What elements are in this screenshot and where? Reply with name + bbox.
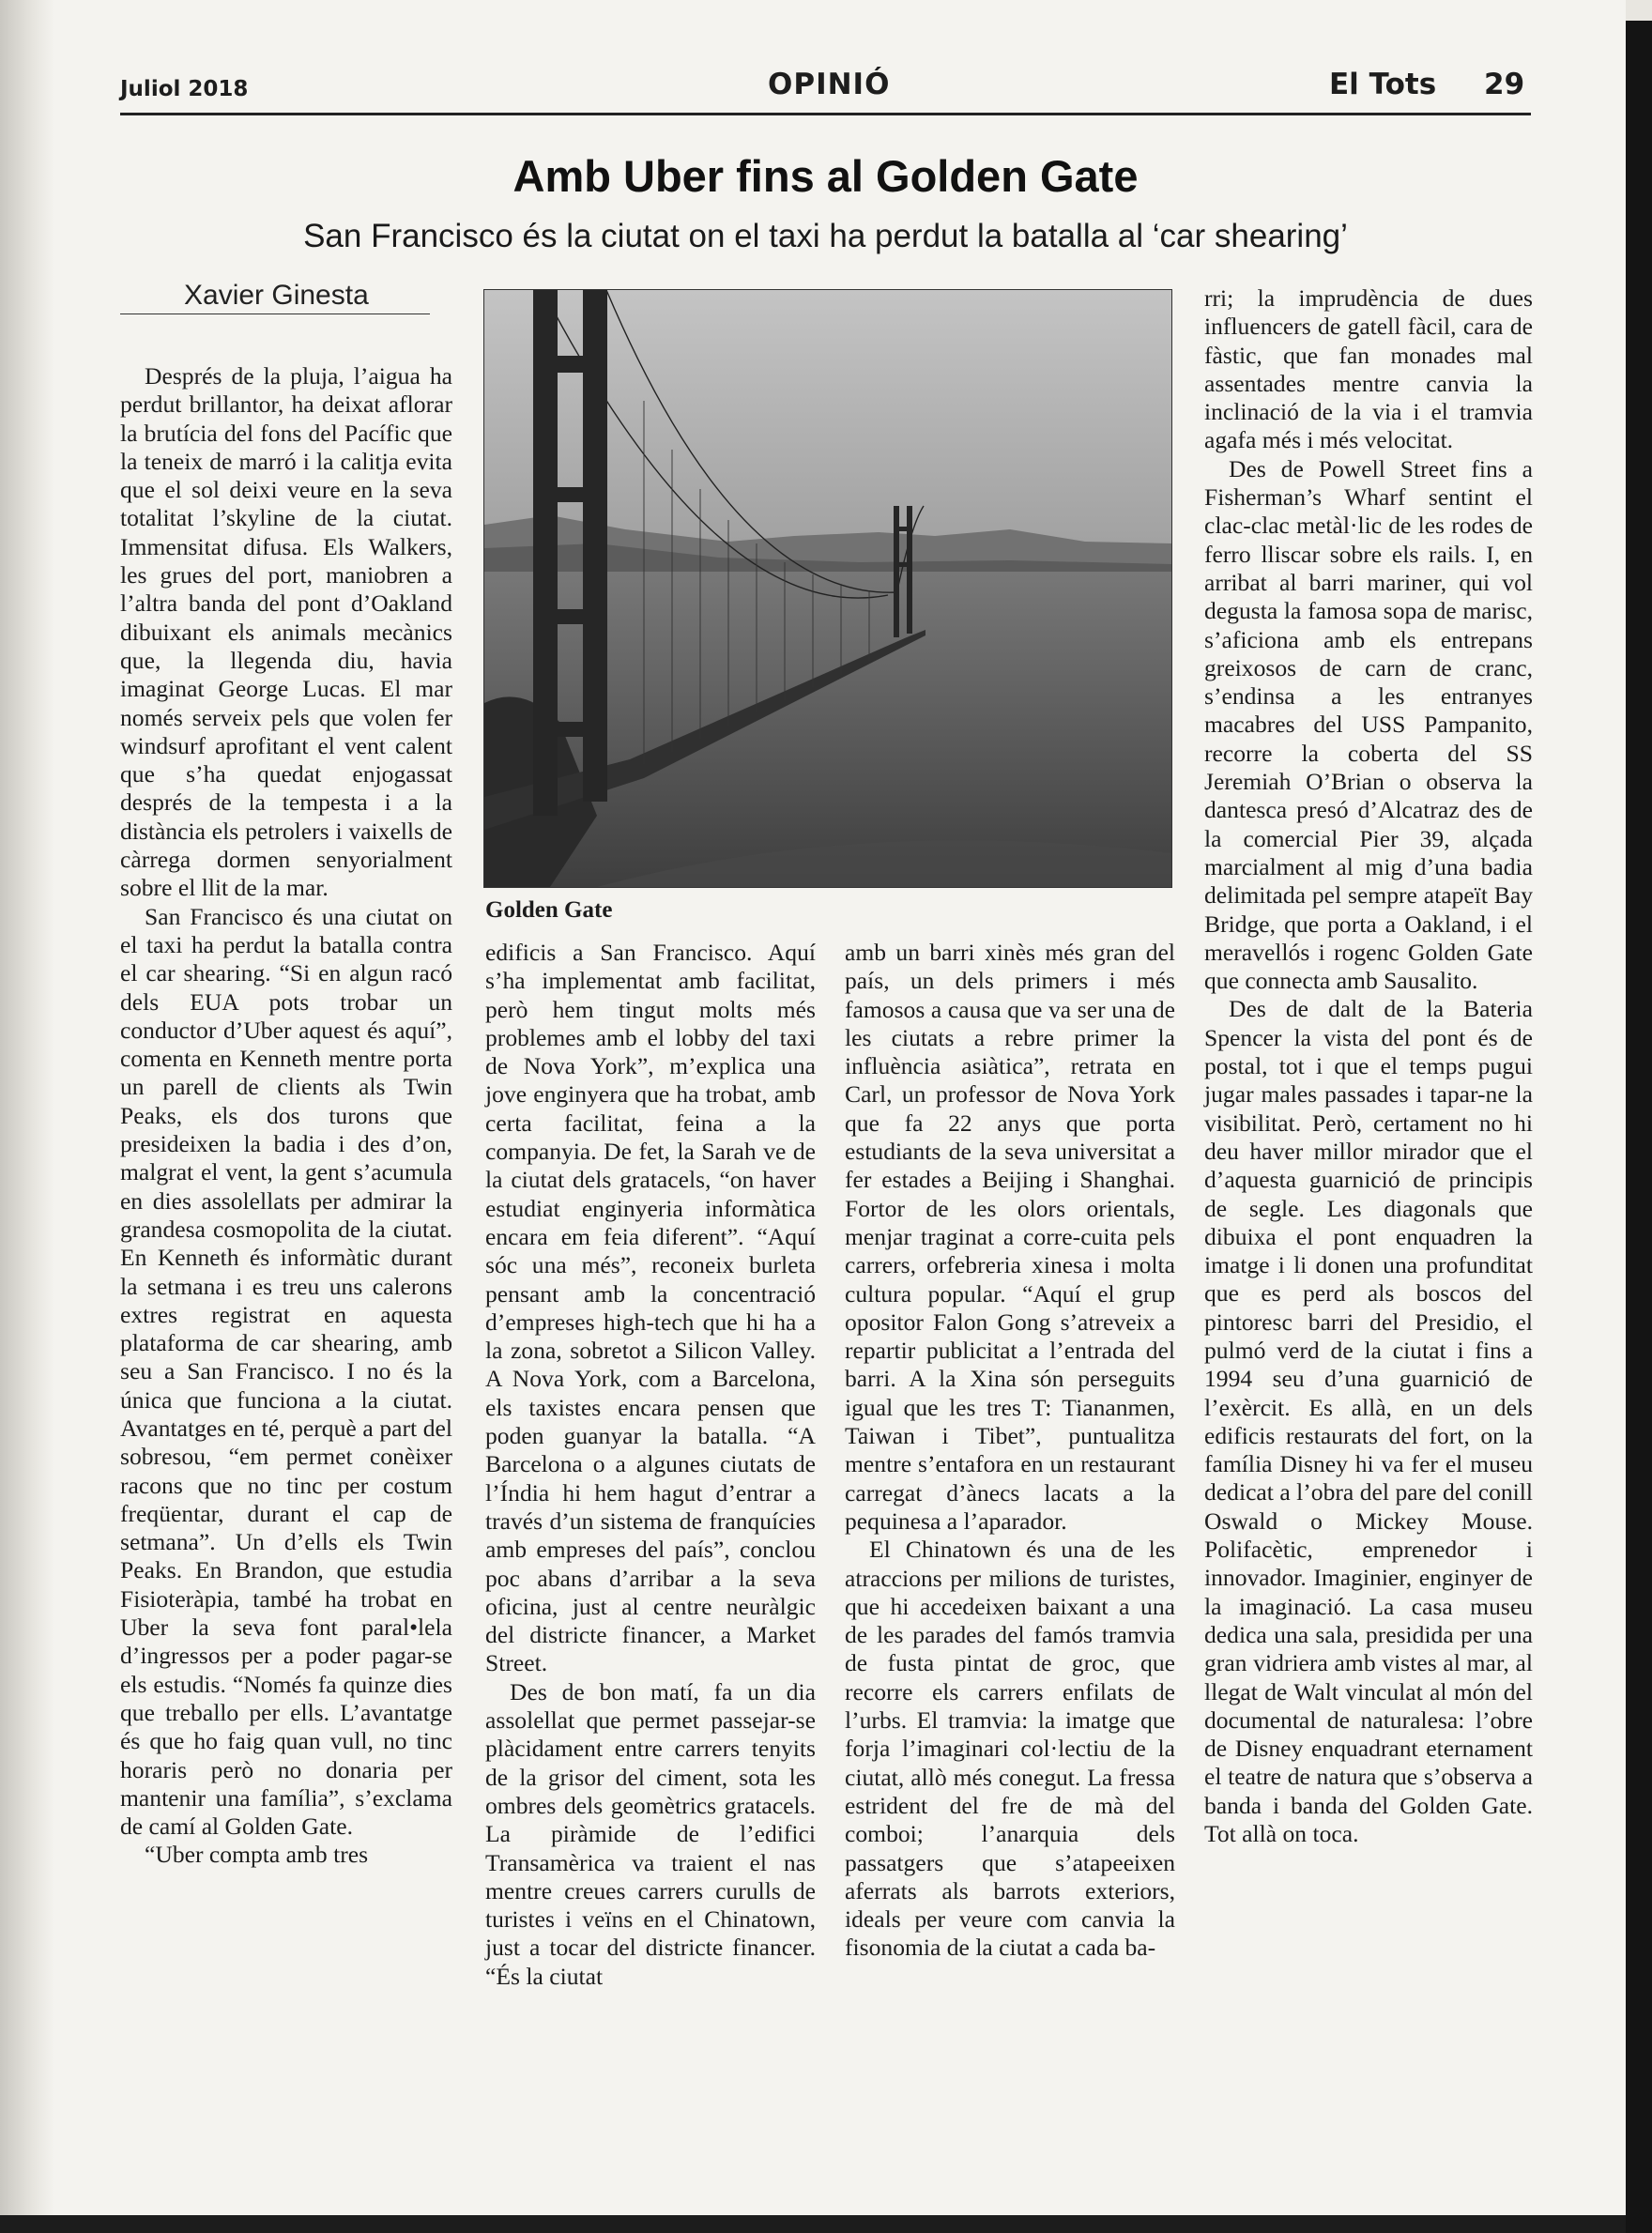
publication-name: El Tots: [1329, 68, 1437, 101]
page-number: 29: [1484, 68, 1525, 101]
paragraph: amb un barri xinès més gran del país, un dels primers i més famosos a causa que va ser una de les ciutats a rebre primer la influència asiàtica”, retrata en Carl, un professor de Nova York que fa 22 anys que porta estudiants de la seva universitat a fer estades a Beijing i Shanghai. Fortor de les olors orientals, menjar traginat a corre-cuita pels carrers, orfebreria xinesa i molta cultura popular. “Aquí el grup opositor Falon Gong s’atreveix a repartir publicitat a l’entrada del barri. A la Xina són perseguits igual que les tres T: Tiananmen, Taiwan i Tibet”, puntualitza mentre s’entafora en un restaurant carregat d’ànecs lacats a la pequinesa a l’aparador.: [845, 939, 1175, 1535]
paragraph: Des de dalt de la Bateria Spencer la vista del pont és de postal, tot i que el temps pugui jugar males passades i tapar-ne la visibilitat. Però, certament no hi deu haver millor mirador que el d’aquesta guarnició de principis de segle. Les diagonals que dibuixa el pont enquadren la imatge i li donen una profunditat que es perd als boscos del pintoresc barri del Presidio, el pulmó verd de la ciutat i fins a 1994 seu d’una guarnició de l’exèrcit. Es allà, en un dels edificis restaurats del fort, on la família Disney hi va fer el museu dedicat a l’obra del pare del conill Oswald o Mickey Mouse. Polifacètic, emprenedor i innovador. Imaginier, enginyer de la imaginació. La casa museu dedica una sala, presidida per una gran vidriera amb vistes al mar, al llegat de Walt vinculat al món del documental de naturalesa: l’obre de Disney enquadrant eternament el teatre de natura que s’observa a banda i banda del Golden Gate. Tot allà on toca.: [1204, 995, 1533, 1848]
text-column-2: [485, 939, 816, 1991]
paragraph: El Chinatown és una de les atraccions per milions de turistes, que hi accedeixen baixant a una de les parades del famós tramvia de fusta pintat de groc, que recorre els carrers enfilats de l’urbs. El tramvia: la imatge que forja l’imaginari col·lectiu de la ciutat, allò més conegut. La fressa estrident del fre de mà del comboi; l’anarquia dels passatgers que s’atapeeixen aferrats als barrots exteriors, ideals per veure com canvia la fisonomia de la ciutat a cada ba-: [845, 1536, 1175, 1962]
paragraph: Des de bon matí, fa un dia assolellat que permet passejar-se plàcidament entre carrers tenyits de la grisor del ciment, sota les ombres dels geomètrics gratacels. La piràmide de l’edifici Transamèrica va traient el nas mentre creues carrers curulls de turistes i veïns en el Chinatown, just a tocar del districte financer. “És la ciutat: [485, 1677, 816, 1990]
photo-caption: Golden Gate: [485, 897, 613, 923]
author-byline: Xavier Ginesta: [120, 280, 430, 314]
paragraph: Des de Powell Street fins a Fisherman’s Wharf sentint el clac-clac metàl·lic de les rodes de ferro lliscar sobre els rails. I, en arribat al barri mariner, qui vol degusta la famosa sopa de marisc, s’aficiona amb els entrepans greixosos de carn de cranc, s’endinsa a les entranyes macabres del USS Pampanito, recorre la coberta del SS Jeremiah O’Brian o observa la dantesca presó d’Alcatraz des de la comercial Pier 39, alçada marcialment al mig d’una badia delimitada pel sempre atapeït Bay Bridge, que porta a Oakland, i el meravellós i rogenc Golden Gate que connecta amb Sausalito.: [1204, 454, 1533, 995]
running-header: [120, 68, 1528, 111]
paragraph: “Uber compta amb tres: [145, 1841, 369, 1869]
paragraph: Després de la pluja, l’aigua ha perdut brillantor, ha deixat aflorar la brutícia del fons del Pacífic que la teneix de marró i la calitja evita que el sol deixi veure en la seva totalitat l’skyline de la ciutat. Immensitat difusa. Els Walkers, les grues del port, maniobren a l’altra banda del pont d’Oakland dibuixant els animals mecànics que, la llegenda diu, havia imaginat George Lucas. El mar només serveix pels que volen fer windsurf aprofitant el vent calent que s’ha quedat enjogassat després de la tempesta i a la distància els petrolers i vaixells de càrrega dormen senyorialment sobre el llit de la mar.: [120, 362, 452, 902]
section-name: OPINIÓ: [768, 68, 891, 101]
paragraph: edificis a San Francisco. Aquí s’ha implementat amb facilitat, però hem tingut molts més problemes amb el lobby del taxi de Nova York”, m’explica una jove enginyera que ha trobat, amb certa facilitat, feina a la companyia. De fet, la Sarah ve de la ciutat dels gratacels, “on haver estudiat enginyeria informàtica encara em feia diferent”. “Aquí sóc una més”, reconeix burleta pensant amb la concentració d’empreses high-tech que hi ha a la zona, sobretot a Silicon Valley. A Nova York, com a Barcelona, els taxistes encara pensen que poden guanyar la batalla. “A Barcelona o a algunes ciutats de l’Índia hi hem hagut d’entrar a través d’un sistema de franquícies amb empreses del país”, conclou poc abans d’arribar a la seva oficina, just al centre neuràlgic del districte financer, a Market Street.: [485, 939, 816, 1677]
golden-gate-photo: [483, 289, 1172, 888]
paragraph: San Francisco és una ciutat on el taxi ha perdut la batalla contra el car shearing. “Si en algun racó dels EUA pots trobar un conductor d’Uber aquest és aquí”, comenta en Kenneth mentre porta un parell de clients als Twin Peaks, els dos turons que presideixen la badia i des d’on, malgrat el vent, la gent s’acumula en dies assolellats per admirar la grandesa cosmopolita de la ciutat. En Kenneth és informàtic durant la setmana i es treu uns calerons extres registrat en aquesta plataforma de car shearing, amb seu a San Francisco. I no és la única que funciona a la ciutat. Avantatges en té, perquè a part del sobresou, “em permet conèixer racons que no tinc per costum freqüentar, durant el cap de setmana”. Un d’ells els Twin Peaks. En Brandon, que estudia Fisioteràpia, també ha trobat en Uber la seva font paral•lela d’ingressos per a poder pagar-se els estudis. “Només fa quinze dies que treballo per ells. L’avantatge és que ho faig quan vull, no tinc horaris però no donaria per mantenir una família”, s’exclama de camí al Golden Gate.: [120, 902, 452, 1841]
scan-border: [1626, 0, 1652, 2233]
page-corner: [1626, 0, 1652, 21]
text-column-3: [845, 939, 1175, 1963]
paragraph: rri; la imprudència de dues influencers de gatell fàcil, cara de fàstic, que fan monades mal assentades mentre canvia la inclinació de la via i el tramvia agafa més i més velocitat.: [1204, 284, 1533, 454]
article-subtitle: San Francisco és la ciutat on el taxi ha perdut la batalla al ‘car shearing’: [303, 218, 1348, 254]
article-title: Amb Uber fins al Golden Gate: [512, 151, 1139, 201]
header-rule: [120, 113, 1531, 115]
text-column-1: [120, 362, 452, 1870]
page-gutter-shadow: [0, 0, 54, 2215]
issue-date: Juliol 2018: [120, 77, 249, 101]
text-column-4: [1204, 284, 1533, 1848]
